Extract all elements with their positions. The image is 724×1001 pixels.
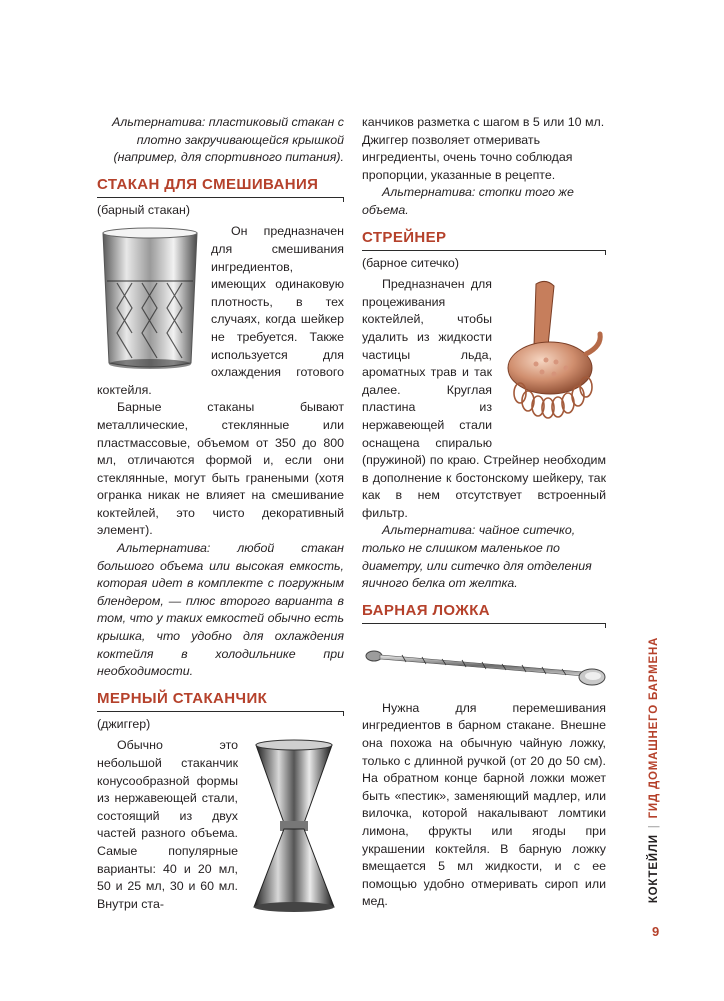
intro-alternative: Альтернатива: пластиковый стакан с плотно закручивающейся крышкой (например, для спортивного питания). <box>112 115 344 165</box>
bar-spoon-text: Нужна для перемешивания ингредиентов в барном стакане. Внешне она похожа на обычную чайную ложку, только с длинной ручкой (от 20 до 50 см). На обратном конце барной ложки может быть «пестик», заменяющий мадлер, или вилочка, которой накалывают ломтики лимона, фрукты или ягоды при украшении коктейля. В барную ложку вмещается 5 мл жидкости, и с ее помощью удобно отмеривать сироп или мед. <box>362 700 606 909</box>
heading-bar-spoon: БАРНАЯ ЛОЖКА <box>362 601 606 624</box>
mixing-glass-text-1: Он предназначен для смешивания ингредиентов, имеющих одинаковую плотность, в тех случаях, когда шейкер не требуется. Также используется для охлаждения готового коктейля. <box>97 224 344 397</box>
subtitle-strainer: (барное ситечко) <box>362 255 459 270</box>
subtitle-jigger: (джиггер) <box>97 716 151 731</box>
strainer-text: Предназначен для процеживания коктейлей, чтобы удалить из жидкости частицы льда, ароматных трав и так далее. Круглая пластина из нержавеющей стали оснащена спиралью (пружиной) по краю. Стрейнер необходим в дополнение к бостонскому шейкеру, так как в нем отсутствует встроенный фильтр. <box>362 277 606 520</box>
heading-strainer: СТРЕЙНЕР <box>362 228 606 251</box>
mixing-glass-text-2: Барные стаканы бывают металлические, стеклянные или пластмассовые, объемом от 350 до 800 мл, отличаются формой и, если они стеклянные, могут быть гранеными (хотя огранка никак не влияет на смешивание коктейлей, это чисто декоративный элемент). <box>97 400 344 538</box>
mixing-glass-alternative: Альтернатива: любой стакан большого объема или высокая емкость, которая идет в комплекте с погружным блендером, — плюс второго варианта в том, что у таких емкостей обычно есть крышка, что удобно для охлаждения коктейля в холодильнике при необходимости. <box>97 541 344 679</box>
section-label-chapter: ГИД ДОМАШНЕГО БАРМЕНА <box>648 636 660 819</box>
strainer-photo <box>498 276 606 446</box>
jigger-photo <box>244 737 344 915</box>
page-number: 9 <box>652 924 660 939</box>
strainer-alternative: Альтернатива: чайное ситечко, только не слишком маленькое по диаметру, или ситечко для отделения яичного белка от желтка. <box>362 523 592 591</box>
heading-jigger: МЕРНЫЙ СТАКАНЧИК <box>97 689 344 712</box>
mixing-glass-photo <box>97 223 203 373</box>
heading-mixing-glass: СТАКАН ДЛЯ СМЕШИВАНИЯ <box>97 175 344 198</box>
subtitle-mixing-glass: (барный стакан) <box>97 202 191 217</box>
section-label-book: КОКТЕЙЛИ <box>648 834 660 904</box>
jigger-alternative: Альтернатива: стопки того же объема. <box>362 185 574 217</box>
left-column <box>97 114 344 915</box>
section-sidebar <box>632 636 676 904</box>
section-label <box>648 637 660 903</box>
bar-spoon-photo <box>362 632 606 696</box>
section-label-separator: | <box>648 824 660 829</box>
right-column <box>362 114 606 911</box>
jigger-text-continued: канчиков разметка с шагом в 5 или 10 мл. Джиггер позволяет отмеривать ингредиенты, очень точно соблюдая пропорции, указанные в рецепте. <box>362 115 605 182</box>
jigger-text-1: Обычно это небольшой стаканчик конусообразной формы из нержавеющей стали, состоящий из двух частей разного объема. Самые популярные варианты: 40 и 20 мл, 50 и 25 мл, 30 и 60 мл. Внутри ста- <box>97 738 238 911</box>
